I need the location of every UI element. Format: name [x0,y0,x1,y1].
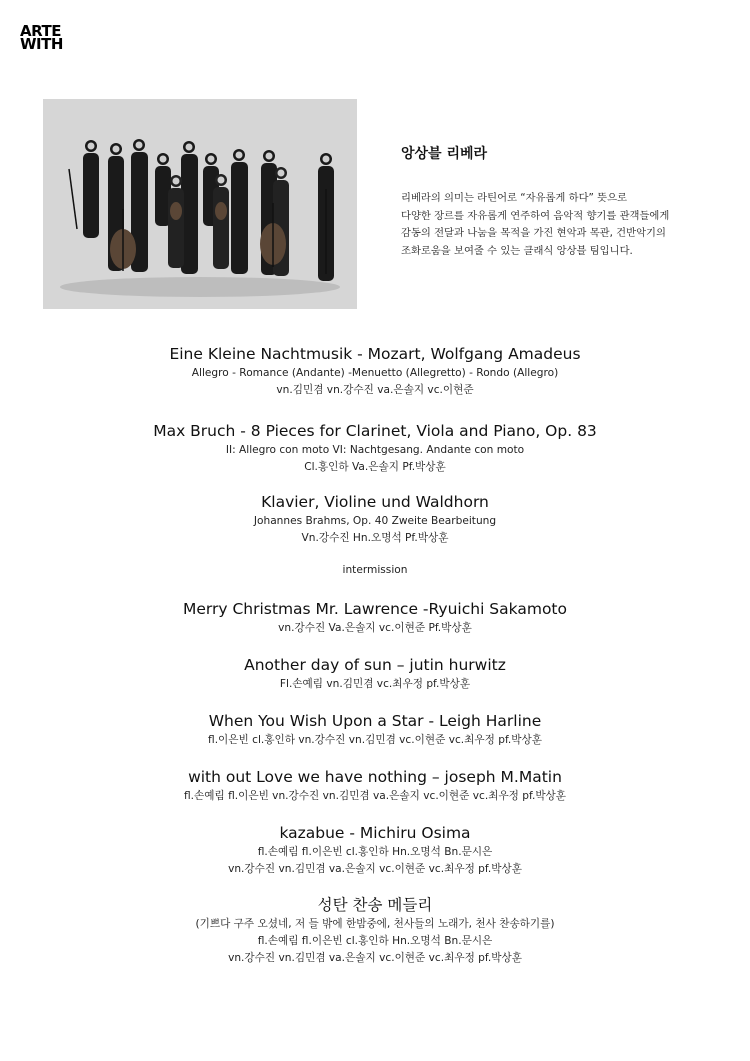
piece-performers: fl.손예림 fl.이은빈 cl.홍인하 Hn.오명석 Bn.문시은 [257,846,493,858]
piece-performers: fl.이은빈 cl.홍인하 vn.강수진 vn.김민겸 vc.이현준 vc.최우정 pf.박상훈 [208,734,542,746]
ensemble-intro [401,143,731,260]
piece-title: When You Wish Upon a Star - Leigh Harline [208,712,542,730]
piece-performers: vn.강수진 vn.김민겸 va.은솔지 vc.이현준 vc.최우정 pf.박상훈 [228,952,522,964]
program-piece [0,766,750,805]
piece-subtitle: (기쁘다 구주 오셨네, 저 들 밖에 한밤중에, 천사들의 노래가, 천사 찬송하기를) [195,918,555,930]
program-piece [0,710,750,749]
piece-performers: fl.손예림 fl.이은빈 cl.홍인하 Hn.오명석 Bn.문시은 [257,935,493,947]
logo-line-2: WITH [20,35,63,53]
piece-performers: Cl.홍인하 Va.은솔지 Pf.박상훈 [304,461,446,473]
piece-title: Another day of sun – jutin hurwitz [244,656,506,674]
piece-performers: Vn.강수진 Hn.오명석 Pf.박상훈 [301,532,449,544]
program-piece [0,343,750,399]
ensemble-description: 리베라의 의미는 라틴어로 “자유롭게 하다” 뜻으로 다양한 장르를 자유롭게 연주하여 음악적 향기를 관객들에게 감동의 전달과 나눔을 목적을 가진 현악과 목관, 건반악기의 조화로움을 보여줄 수 있는 클래식 앙상블 팀입니다. [401,192,670,257]
piece-performers: Fl.손예림 vn.김민겸 vc.최우정 pf.박상훈 [279,678,471,690]
piece-performers: vn.강수진 Va.은솔지 vc.이현준 Pf.박상훈 [278,622,472,634]
piece-title: Merry Christmas Mr. Lawrence -Ryuichi Sakamoto [182,600,567,618]
piece-movements: Allegro - Romance (Andante) -Menuetto (Allegretto) - Rondo (Allegro) [191,367,559,379]
piece-title: Eine Kleine Nachtmusik - Mozart, Wolfgang Amadeus [169,345,581,363]
piece-title: Klavier, Violine und Waldhorn [261,493,489,511]
intermission-label: intermission [342,564,408,576]
piece-performers: fl.손예림 fl.이은빈 vn.강수진 vn.김민겸 va.은솔지 vc.이현준 vc.최우정 pf.박상훈 [183,790,567,802]
piece-title: kazabue - Michiru Osima [279,824,471,842]
program-piece [0,822,750,878]
piece-title: 성탄 찬송 메들리 [317,896,433,914]
program-piece [0,420,750,476]
piece-performers: vn.김민겸 vn.강수진 va.은솔지 vc.이현준 [276,384,474,396]
ensemble-photo [43,99,357,309]
logo-line-1: ARTE [20,22,61,40]
arte-with-logo [20,22,63,53]
piece-movements: Johannes Brahms, Op. 40 Zweite Bearbeitung [253,515,497,527]
program-piece [0,894,750,967]
ensemble-photo-illustration [43,99,357,309]
concert-program [0,343,750,967]
ensemble-name: 앙상블 리베라 [401,146,488,162]
piece-performers: vn.강수진 vn.김민겸 va.은솔지 vc.이현준 vc.최우정 pf.박상훈 [228,863,522,875]
program-piece [0,654,750,693]
piece-title: with out Love we have nothing – joseph M.Matin [188,768,562,786]
piece-title: Max Bruch - 8 Pieces for Clarinet, Viola and Piano, Op. 83 [153,422,597,440]
program-piece [0,491,750,547]
program-piece [0,598,750,637]
piece-movements: II: Allegro con moto VI: Nachtgesang. Andante con moto [225,444,525,456]
